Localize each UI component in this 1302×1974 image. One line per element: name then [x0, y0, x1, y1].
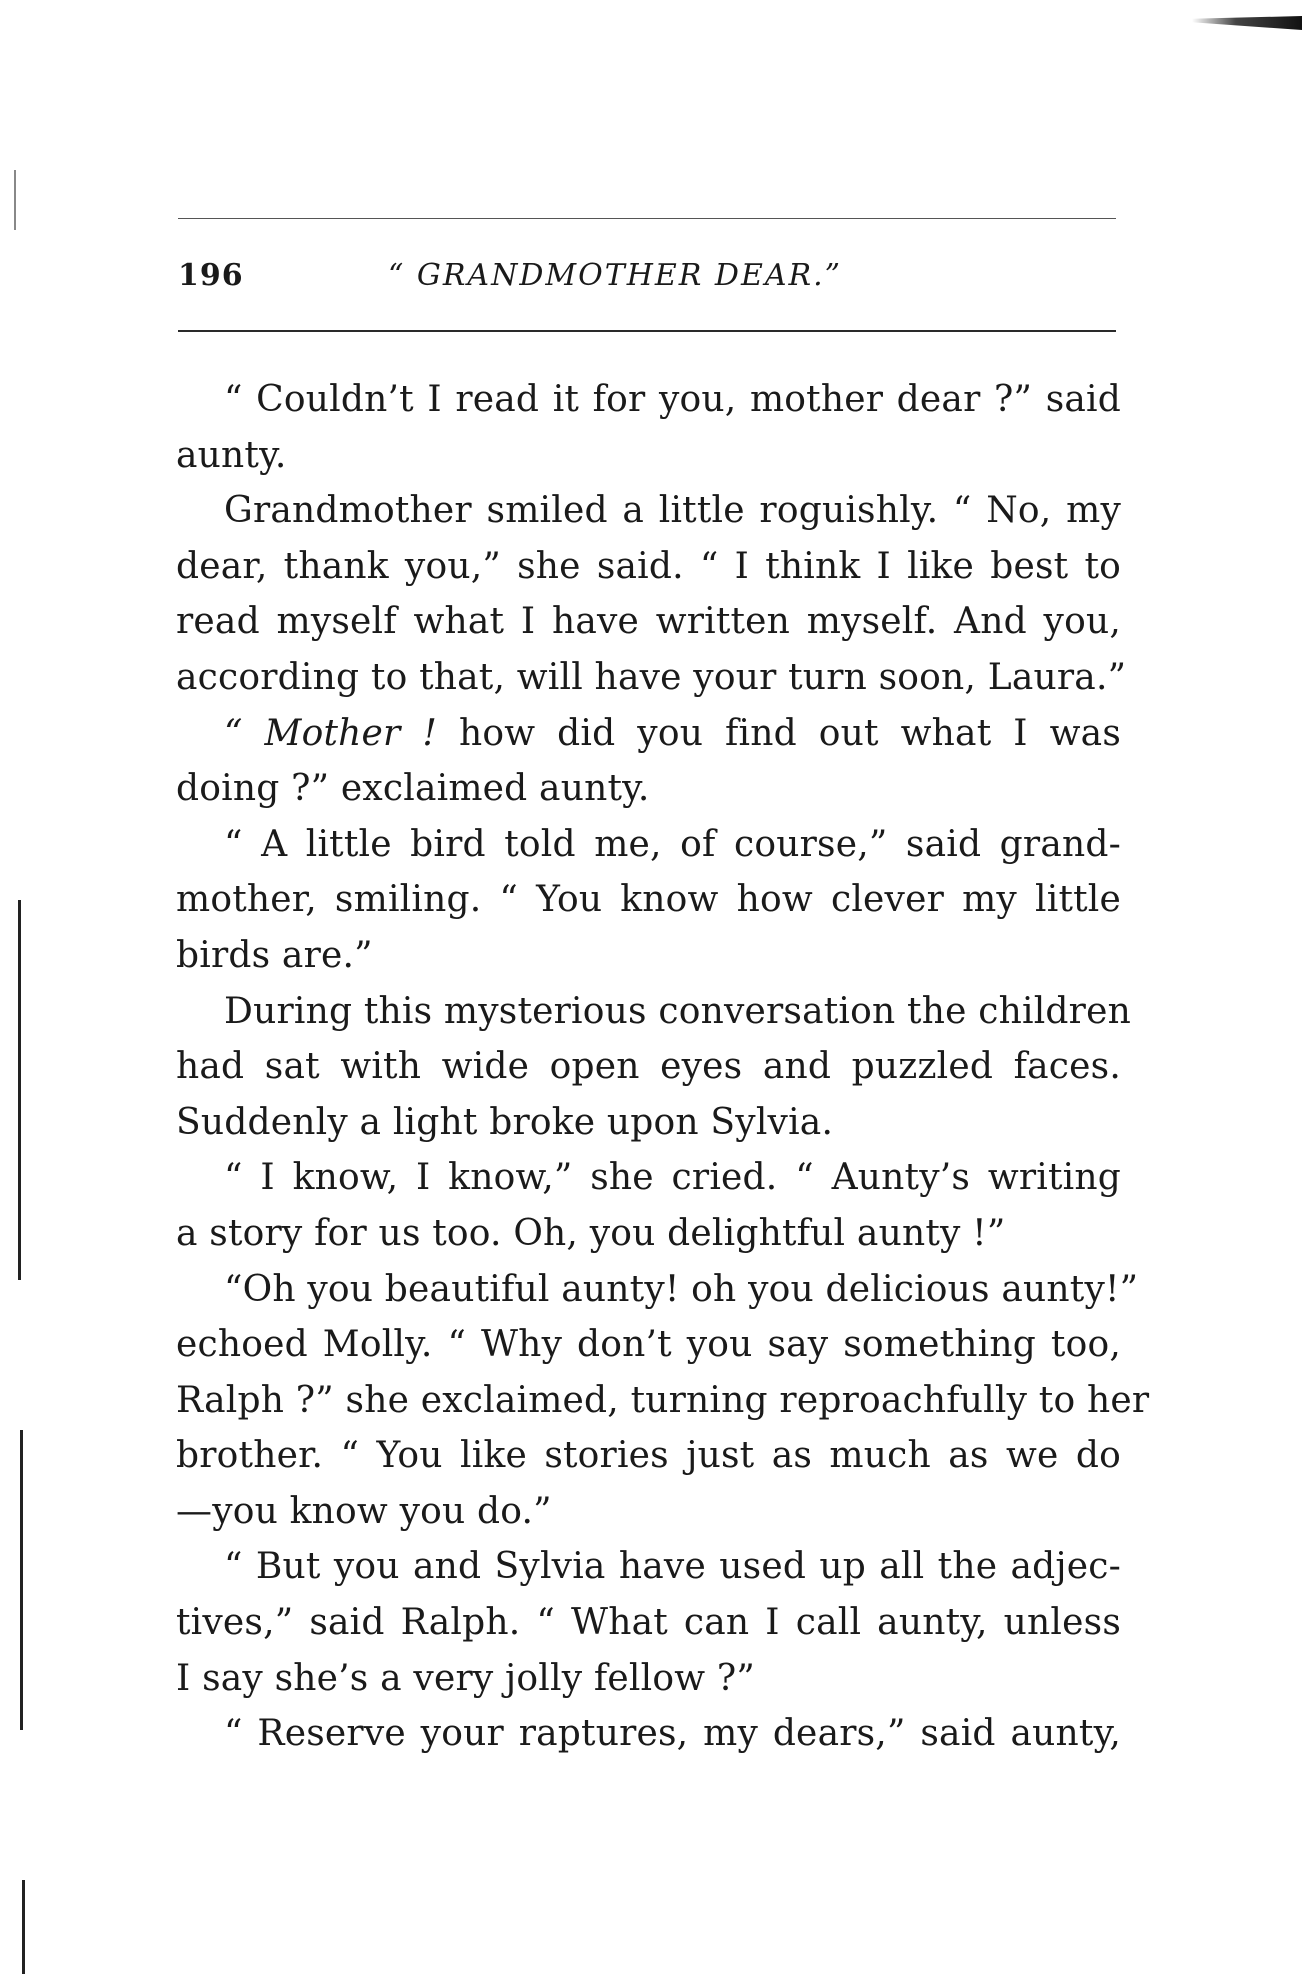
text-line: aunty. [176, 434, 287, 476]
scan-edge-mark [18, 900, 21, 1280]
text-line: birds are.” [176, 934, 373, 976]
page-header [178, 258, 1116, 308]
text-line: mother, smiling. “ You know how clever my little [176, 879, 1121, 921]
text-line: tives,” said Ralph. “ What can I call aunty, unless [176, 1602, 1121, 1644]
text-line: “ I know, I know,” she cried. “ Aunty’s writing [224, 1157, 1121, 1199]
text-line: Ralph ?” she exclaimed, turning reproachfully to her [176, 1379, 1150, 1421]
text-line: Grandmother smiled a little roguishly. “ No, my [224, 490, 1121, 532]
text-line: brother. “ You like stories just as much as we do [176, 1435, 1121, 1477]
scan-edge-mark [20, 1430, 23, 1730]
scan-edge-mark [22, 1880, 25, 1974]
text-line: Suddenly a light broke upon Sylvia. [176, 1101, 834, 1143]
scan-corner-mark [1192, 16, 1302, 30]
text-line: “Oh you beautiful aunty! oh you delicious aunty!” [224, 1268, 1139, 1310]
text-line: “ Couldn’t I read it for you, mother dear ?” said [224, 379, 1121, 420]
text-line: read myself what I have written myself. And you, [176, 601, 1121, 643]
page-number: 196 [178, 258, 244, 293]
text-line: echoed Molly. “ Why don’t you say something too, [176, 1324, 1121, 1366]
header-bottom-rule [178, 330, 1116, 332]
scan-edge-mark [14, 170, 16, 230]
text-line: “ Reserve your raptures, my dears,” said aunty, [224, 1713, 1121, 1755]
text-line: “ A little bird told me, of course,” said grand- [224, 823, 1121, 865]
text-line: —you know you do.” [176, 1490, 552, 1532]
text-line: had sat with wide open eyes and puzzled faces. [176, 1046, 1121, 1088]
header-top-rule [178, 218, 1116, 219]
text-line: doing ?” exclaimed aunty. [176, 768, 650, 810]
text-line: dear, thank you,” she said. “ I think I like best to [176, 545, 1121, 587]
running-title: “ GRANDMOTHER DEAR.” [388, 258, 842, 293]
italic-text: “ Mother ! [224, 712, 438, 754]
text-line: a story for us too. Oh, you delightful aunty !” [176, 1212, 1006, 1254]
text-line: During this mysterious conversation the children [224, 990, 1131, 1032]
text-line: according to that, will have your turn soon, Laura.” [176, 656, 1127, 698]
text-line [176, 706, 1121, 762]
text-line: I say she’s a very jolly fellow ?” [176, 1657, 755, 1699]
text-line: “ But you and Sylvia have used up all the adjec- [224, 1546, 1121, 1588]
body-text [176, 372, 1150, 1762]
text-run: how did you find out what I was [437, 712, 1121, 754]
